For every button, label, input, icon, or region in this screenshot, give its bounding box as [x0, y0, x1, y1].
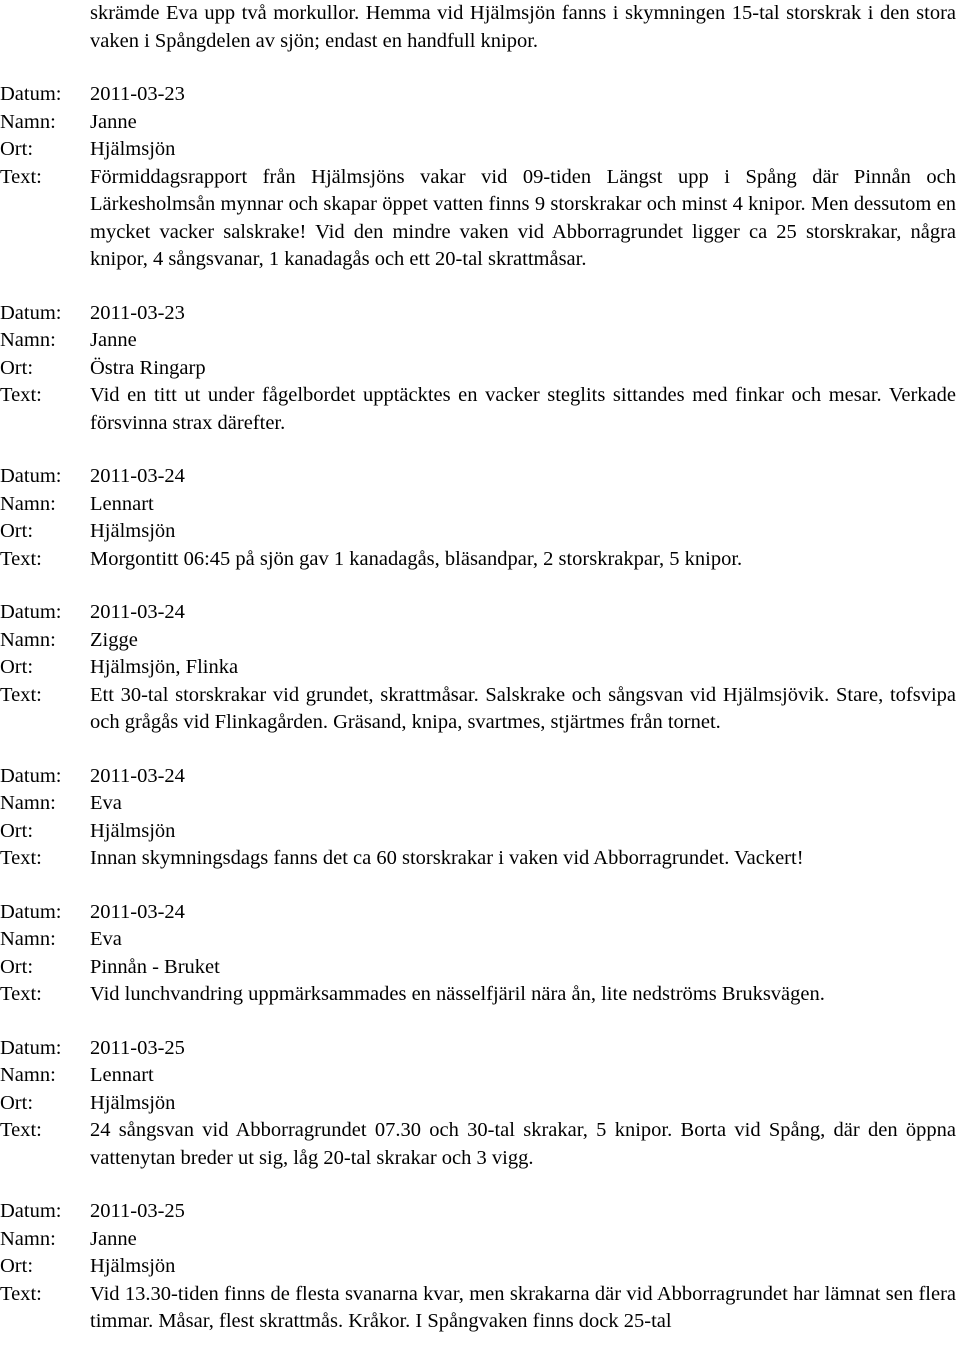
- entry-name-row: [0, 1062, 960, 1090]
- entry-block: [0, 899, 960, 1009]
- entry-text-row: [0, 1281, 960, 1336]
- entry-name-value: Janne: [90, 1227, 137, 1250]
- intro-paragraph: skrämde Eva upp två morkullor. Hemma vid Hjälmsjön fanns i skymningen 15-tal storskrak i den stora vaken i Spångdelen av sjön; endast en handfull knipor.: [90, 2, 956, 52]
- entry-name-row: [0, 627, 960, 655]
- entry-text-row: [0, 1117, 960, 1172]
- entry-date-label: Datum:: [0, 1036, 62, 1059]
- entry-name-value: Zigge: [90, 628, 138, 651]
- entry-text-value: Förmiddagsrapport från Hjälmsjöns vakar vid 09-tiden Längst upp i Spång där Pinnån och Lärkesholmsån mynnar och skapar öppet vatten finns 9 storskrakar och minst 4 knipor. Men dessutom en mycket vacker salskrake! Vid den mindre vaken vid Abborragrundet ligger ca 25 storskrakar, några knipor, 4 sångsvanar, 1 kanadagås och ett 20-tal skrattmåsar.: [90, 165, 956, 270]
- entry-place-value: Hjälmsjön: [90, 1255, 176, 1277]
- entry-name-label: Namn:: [0, 1064, 56, 1086]
- entry-date-row: [0, 1035, 960, 1063]
- entry-block: [0, 1198, 960, 1336]
- entry-place-row: [0, 355, 960, 383]
- entry-date-row: [0, 599, 960, 627]
- entry-name-label: Namn:: [0, 492, 56, 515]
- entry-name-row: [0, 327, 960, 355]
- entry-date-row: [0, 763, 960, 791]
- entry-place-value: Pinnån - Bruket: [90, 955, 220, 978]
- entry-date-label: Datum:: [0, 601, 62, 623]
- entry-name-label: Namn:: [0, 928, 56, 950]
- entry-place-label: Ort:: [0, 656, 34, 678]
- entry-block: [0, 1035, 960, 1173]
- entry-block: [0, 300, 960, 438]
- entry-name-value: Eva: [90, 928, 122, 950]
- entry-text-value: Innan skymningsdags fanns det ca 60 storskrakar i vaken vid Abborragrundet. Vackert!: [90, 847, 804, 869]
- entry-date-value: 2011-03-23: [90, 83, 185, 105]
- entry-text-label: Text:: [0, 683, 42, 706]
- entry-text-value: Ett 30-tal storskrakar vid grundet, skrattmåsar. Salskrake och sångsvan vid Hjälmsjövik. Stare, tofsvipa och grågås vid Flinkagården. Gräsand, knipa, svartmes, stjärtmes från tornet.: [90, 683, 956, 733]
- entry-block: [0, 599, 960, 737]
- entry-text-row: [0, 682, 960, 737]
- entry-name-row: [0, 790, 960, 818]
- entry-text-row: [0, 981, 960, 1009]
- entry-text-label: Text:: [0, 847, 42, 869]
- entry-text-label: Text:: [0, 165, 42, 188]
- entry-place-row: [0, 818, 960, 846]
- entry-block: [0, 763, 960, 873]
- entry-date-label: Datum:: [0, 764, 62, 787]
- entry-place-row: [0, 654, 960, 682]
- entry-place-row: [0, 954, 960, 982]
- entry-date-value: 2011-03-24: [90, 764, 185, 787]
- entry-text-label: Text:: [0, 547, 42, 570]
- entry-name-label: Namn:: [0, 628, 56, 651]
- entry-date-row: [0, 899, 960, 927]
- entry-place-label: Ort:: [0, 520, 34, 542]
- entry-name-row: [0, 109, 960, 137]
- entry-text-label: Text:: [0, 1119, 42, 1141]
- entry-place-value: Östra Ringarp: [90, 356, 206, 379]
- entry-text-row: [0, 845, 960, 873]
- entry-place-label: Ort:: [0, 819, 34, 842]
- entry-place-label: Ort:: [0, 356, 34, 379]
- entry-name-row: [0, 491, 960, 519]
- entry-date-label: Datum:: [0, 465, 62, 487]
- entry-place-label: Ort:: [0, 955, 34, 978]
- entry-place-row: [0, 1253, 960, 1281]
- entry-text-value: Vid en titt ut under fågelbordet upptäcktes en vacker steglits sittandes med finkar och mesar. Verkade försvinna strax därefter.: [90, 384, 956, 434]
- entry-place-row: [0, 518, 960, 546]
- entry-text-label: Text:: [0, 1282, 42, 1305]
- entry-block: [0, 463, 960, 573]
- entry-name-row: [0, 1226, 960, 1254]
- entry-name-label: Namn:: [0, 792, 56, 814]
- entry-place-label: Ort:: [0, 1255, 34, 1277]
- entry-place-value: Hjälmsjön: [90, 138, 176, 160]
- entry-name-label: Namn:: [0, 110, 56, 133]
- entry-text-value: Morgontitt 06:45 på sjön gav 1 kanadagås, bläsandpar, 2 storskrakpar, 5 knipor.: [90, 547, 743, 570]
- entry-text-row: [0, 382, 960, 437]
- entry-text-value: 24 sångsvan vid Abborragrundet 07.30 och 30-tal skrakar, 5 knipor. Borta vid Spång, där den öppna vattenytan breder ut sig, låg 20-tal skrakar och 3 vigg.: [90, 1119, 956, 1169]
- entry-date-row: [0, 81, 960, 109]
- entry-date-row: [0, 1198, 960, 1226]
- entry-date-value: 2011-03-24: [90, 900, 185, 923]
- entry-place-label: Ort:: [0, 1091, 34, 1114]
- entry-text-row: [0, 164, 960, 274]
- entry-date-value: 2011-03-23: [90, 301, 185, 324]
- entry-name-value: Eva: [90, 792, 122, 814]
- entry-text-row: [0, 546, 960, 574]
- entry-place-value: Hjälmsjön: [90, 819, 176, 842]
- entry-name-value: Lennart: [90, 1064, 154, 1086]
- entries-list: [0, 81, 960, 1336]
- entry-date-label: Datum:: [0, 1200, 62, 1222]
- entry-date-row: [0, 463, 960, 491]
- entry-date-label: Datum:: [0, 83, 62, 105]
- entry-name-value: Janne: [90, 329, 137, 351]
- entry-block: [0, 81, 960, 274]
- entry-place-row: [0, 1090, 960, 1118]
- entry-text-label: Text:: [0, 983, 42, 1005]
- entry-date-value: 2011-03-24: [90, 601, 185, 623]
- entry-name-value: Lennart: [90, 492, 154, 515]
- entry-name-label: Namn:: [0, 1227, 56, 1250]
- entry-place-label: Ort:: [0, 138, 34, 160]
- entry-date-value: 2011-03-25: [90, 1200, 185, 1222]
- entry-date-value: 2011-03-25: [90, 1036, 185, 1059]
- entry-text-label: Text:: [0, 384, 42, 406]
- entry-name-row: [0, 926, 960, 954]
- entry-place-value: Hjälmsjön: [90, 1091, 176, 1114]
- entry-place-value: Hjälmsjön: [90, 520, 176, 542]
- entry-name-value: Janne: [90, 110, 137, 133]
- entry-place-value: Hjälmsjön, Flinka: [90, 656, 239, 678]
- entry-place-row: [0, 136, 960, 164]
- entry-date-label: Datum:: [0, 301, 62, 324]
- entry-name-label: Namn:: [0, 329, 56, 351]
- entry-text-value: Vid lunchvandring uppmärksammades en nässelfjäril nära ån, lite nedströms Bruksvägen.: [90, 983, 825, 1005]
- entry-text-value: Vid 13.30-tiden finns de flesta svanarna kvar, men skrakarna där vid Abborragrundet har lämnat sen flera timmar. Måsar, flest skrattmås. Kråkor. I Spångvaken finns dock 25-tal: [90, 1282, 956, 1332]
- entry-date-label: Datum:: [0, 900, 62, 923]
- entry-date-value: 2011-03-24: [90, 465, 185, 487]
- entry-date-row: [0, 300, 960, 328]
